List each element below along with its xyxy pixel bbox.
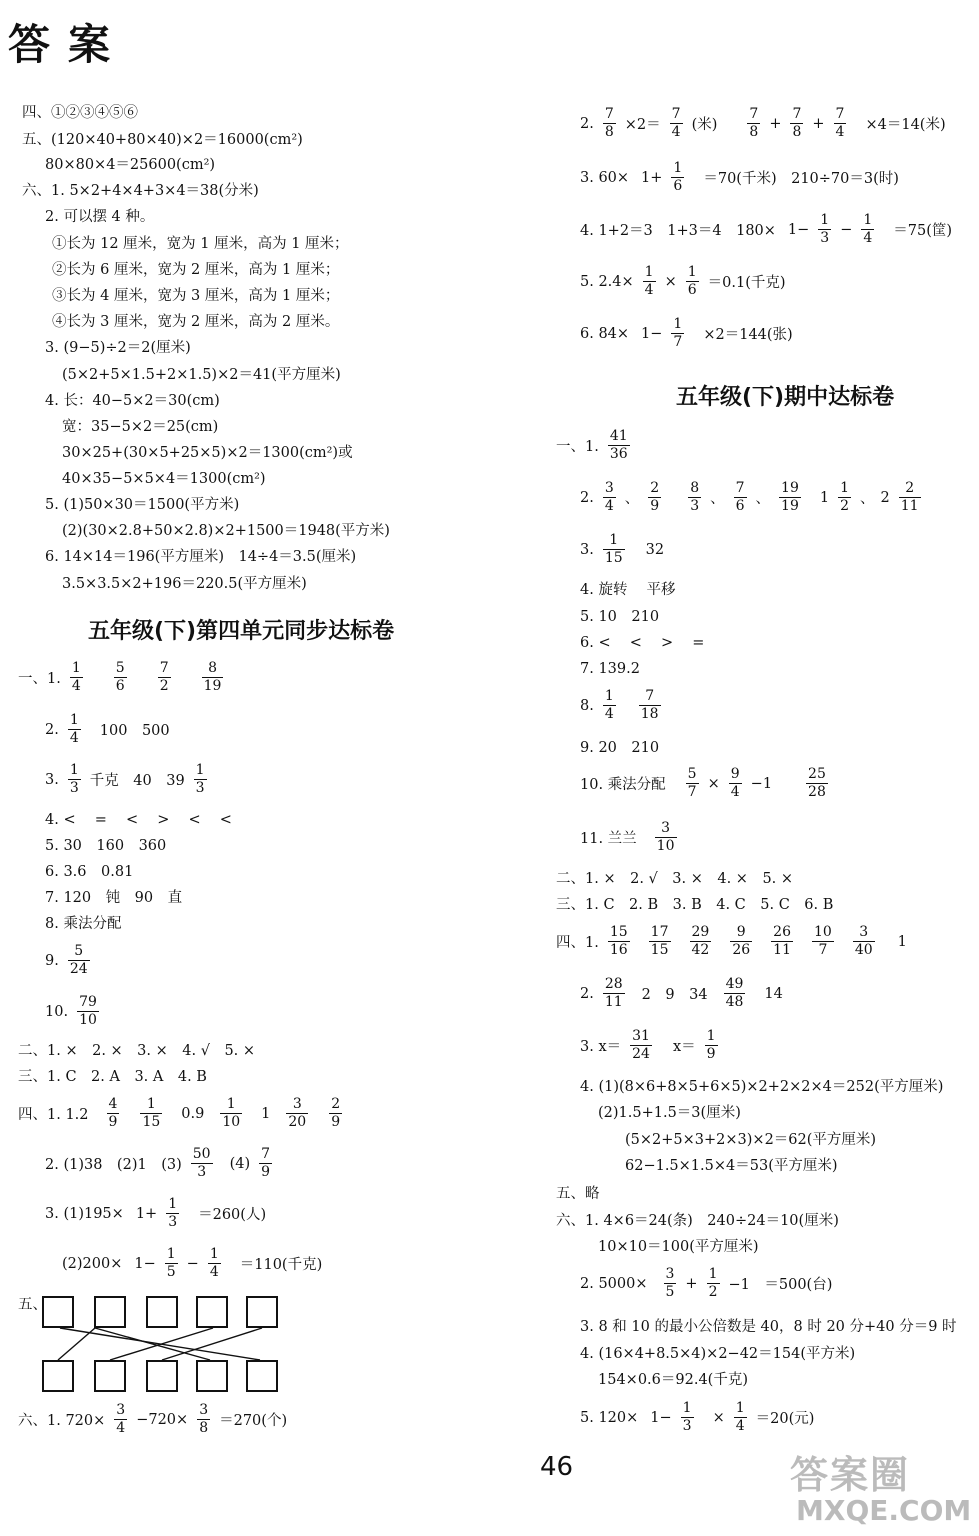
label: (4) — [229, 1155, 251, 1172]
fraction: $\frac{79}{10}$ — [79, 994, 97, 1028]
value: −1 — [750, 775, 773, 792]
right-s3: 三、1. C 2. B 3. B 4. C 5. C 6. B — [556, 897, 834, 913]
right-s1-10: 10. 乘法分配 $\frac{5}{7}$ × $\frac{9}{4}$ −1 $\frac{25}{28}$ — [580, 766, 826, 800]
right-s4-3 — [580, 1028, 721, 1063]
left-line: (2)(30×2.8+50×2.8)×2+1500＝1948(平方米) — [62, 523, 390, 539]
result: ×2＝144(张) — [703, 327, 793, 343]
left-q1-4: 4. < = < > < < — [45, 812, 232, 828]
right-s1-11 — [580, 820, 680, 855]
label: 2. — [580, 985, 594, 1002]
result: ×4＝14(米) — [865, 117, 946, 133]
value: 1 — [261, 1105, 271, 1122]
right-q5: 5. 2.4× $\frac{1}{4}$ × $\frac{1}{6}$ ＝0.1(千克) — [580, 264, 786, 298]
fraction: $\frac{3}{20}$ — [288, 1096, 307, 1130]
right-s4-4: (2)1.5+1.5＝3(厘米) — [598, 1105, 741, 1121]
right-q6 — [580, 316, 793, 351]
fraction: $\frac{7}{8}$ — [749, 106, 759, 140]
fraction: $\frac{3}{5}$ — [665, 1266, 675, 1300]
left-line: 五、(120×40+80×40)×2＝16000(cm²) — [22, 132, 303, 148]
left-line: ②长为 6 厘米，宽为 2 厘米，高为 1 厘米； — [52, 262, 340, 278]
value: 1+ — [641, 169, 663, 186]
right-s1-9: 9. 20 210 — [580, 740, 660, 756]
fraction: $\frac{2}{9}$ — [331, 1096, 341, 1130]
fraction: $\frac{7}{4}$ — [671, 106, 681, 140]
value: × — [712, 1409, 725, 1426]
label: 3. x＝ — [580, 1039, 622, 1055]
fraction: $\frac{3}{8}$ — [199, 1402, 209, 1436]
fraction: $\frac{2}{9}$ — [650, 480, 660, 514]
fraction: $\frac{1}{6}$ — [673, 160, 683, 194]
right-s4-1 — [556, 924, 907, 959]
label: 六、1. 720× — [18, 1413, 106, 1429]
section-title-midterm: 五年级(下)期中达标卷 — [676, 385, 895, 410]
label: x＝ — [672, 1039, 696, 1055]
watermark-logo: 答案圈 — [790, 1453, 911, 1497]
right-s1-4: 4. 旋转 平移 — [580, 582, 676, 598]
value: + — [685, 1275, 698, 1292]
fraction: $\frac{5}{7}$ — [687, 766, 697, 800]
fraction: $\frac{5}{24}$ — [69, 943, 88, 977]
fraction: $\frac{4}{9}$ — [108, 1096, 118, 1130]
label: 一、1. — [18, 671, 61, 687]
left-line: 3.5×3.5×2+196＝220.5(平方厘米) — [62, 576, 307, 592]
left-line: 2. 可以摆 4 种。 — [45, 209, 155, 225]
label: 5. 120× — [580, 1409, 639, 1426]
left-line: 六、1. 5×2+4×4+3×4＝38(分米) — [22, 183, 259, 199]
left-s2: 二、1. × 2. × 3. × 4. √ 5. × — [18, 1043, 256, 1059]
label: 一、1. — [556, 439, 599, 455]
left-s5-label: 五、 — [18, 1297, 47, 1313]
fraction: $\frac{28}{11}$ — [604, 976, 623, 1010]
fraction: $\frac{41}{36}$ — [609, 428, 628, 462]
label: 四、1. 1.2 — [18, 1107, 89, 1123]
fraction: $\frac{1}{2}$ — [708, 1266, 718, 1300]
result: ＝260(人) — [198, 1207, 267, 1223]
fraction: $\frac{1}{15}$ — [604, 532, 623, 566]
fraction: $\frac{3}{4}$ — [116, 1402, 126, 1436]
right-s4-4: (5×2+5×3+2×3)×2＝62(平方厘米) — [625, 1132, 877, 1148]
right-q4: 4. 1+2＝3 1+3＝4 180× 1− $\frac{1}{3}$ − $\frac{1}{4}$ ＝75(筐) — [580, 212, 953, 246]
label: 10. — [45, 1003, 69, 1020]
right-q3 — [580, 160, 899, 195]
right-s4-4: 62−1.5×1.5×4＝53(平方厘米) — [625, 1158, 838, 1174]
fraction: $\frac{50}{3}$ — [192, 1146, 211, 1180]
fraction: $\frac{7}{6}$ — [735, 480, 745, 514]
left-line: 6. 14×14＝196(平方厘米) 14÷4＝3.5(厘米) — [45, 549, 357, 565]
fraction: $\frac{7}{2}$ — [159, 660, 169, 694]
fraction: $\frac{1}{4}$ — [863, 212, 873, 246]
fraction: $\frac{31}{24}$ — [632, 1028, 650, 1062]
fraction: $\frac{1}{4}$ — [644, 264, 654, 298]
fraction: $\frac{3}{40}$ — [854, 924, 873, 958]
fraction: $\frac{9}{26}$ — [732, 924, 751, 958]
fraction: $\frac{25}{28}$ — [808, 766, 826, 800]
right-s1-1 — [556, 428, 633, 463]
label: 2. — [45, 721, 59, 738]
fraction: $\frac{19}{19}$ — [781, 480, 799, 514]
fraction: $\frac{2}{11}$ — [900, 480, 919, 514]
fraction: $\frac{1}{15}$ — [142, 1096, 161, 1130]
fraction: $\frac{8}{3}$ — [690, 480, 700, 514]
left-line: 四、①②③④⑤⑥ — [22, 105, 138, 121]
right-s1-6: 6. < < > = — [580, 635, 705, 651]
left-q1-6: 6. 3.6 0.81 — [45, 864, 134, 880]
value: ×2＝ — [624, 117, 661, 133]
fraction: $\frac{1}{4}$ — [69, 712, 79, 746]
left-line: 40×35−5×5×4＝1300(cm²) — [62, 471, 266, 487]
result: ＝110(千克) — [239, 1257, 323, 1273]
result: ＝70(千米) 210÷70＝3(时) — [703, 171, 899, 187]
label: 2. — [580, 489, 594, 506]
right-s4-4: 4. (1)(8×6+8×5+6×5)×2+2×2×4＝252(平方厘米) — [580, 1079, 944, 1095]
left-line: 3. (9−5)÷2＝2(厘米) — [45, 340, 191, 356]
fraction: $\frac{1}{3}$ — [820, 212, 830, 246]
right-s1-3 — [580, 532, 664, 567]
right-q2: 2. $\frac{7}{8}$ ×2＝ $\frac{7}{4}$ (米) $\frac{7}{8}$ + $\frac{7}{8}$ + $\frac{7}{4}$ ×4＝14(米) — [580, 106, 946, 140]
label: 6. 84× — [580, 325, 630, 342]
fraction: $\frac{1}{4}$ — [604, 688, 614, 722]
label: 2. (1)38 (2)1 (3) — [45, 1157, 182, 1173]
label: 2. 5000× — [580, 1275, 648, 1292]
fraction: $\frac{7}{4}$ — [835, 106, 845, 140]
fraction: $\frac{26}{11}$ — [773, 924, 791, 958]
value: 32 — [645, 541, 665, 558]
left-s3: 三、1. C 2. A 3. A 4. B — [18, 1069, 207, 1085]
fraction: $\frac{7}{18}$ — [640, 688, 659, 722]
fraction: $\frac{7}{8}$ — [792, 106, 802, 140]
label: 9. — [45, 952, 59, 969]
left-q1-8: 8. 乘法分配 — [45, 916, 122, 932]
right-s6-4a: 4. (16×4+8.5×4)×2−42＝154(平方米) — [580, 1346, 856, 1362]
fraction: $\frac{1}{2}$ — [840, 480, 850, 514]
label: 10. 乘法分配 — [580, 777, 666, 793]
label: 3. — [45, 771, 59, 788]
fraction: $\frac{1}{10}$ — [222, 1096, 241, 1130]
label: 2. — [580, 115, 594, 132]
fraction: $\frac{1}{4}$ — [209, 1246, 219, 1280]
fraction: $\frac{1}{4}$ — [71, 660, 81, 694]
page-title: 答案 — [8, 20, 129, 69]
left-s6 — [18, 1402, 287, 1437]
value: 1− — [641, 325, 663, 342]
fraction: $\frac{7}{8}$ — [604, 106, 614, 140]
left-line: 4. 长：40−5×2＝30(cm) — [45, 393, 220, 409]
left-s4-3b: (2)200× 1− $\frac{1}{5}$ − $\frac{1}{4}$ ＝110(千克) — [62, 1246, 323, 1280]
fraction: $\frac{1}{6}$ — [687, 264, 697, 298]
fraction: $\frac{49}{48}$ — [725, 976, 744, 1010]
answers: 100 500 — [99, 723, 170, 739]
value: 0.9 — [181, 1105, 205, 1122]
right-s6-1a: 六、1. 4×6＝24(条) 240÷24＝10(厘米) — [556, 1213, 839, 1229]
right-s6-3: 3. 8 和 10 的最小公倍数是 40，8 时 20 分+40 分＝9 时 — [580, 1319, 957, 1335]
result: ＝75(筐) — [893, 223, 953, 239]
fraction: $\frac{5}{6}$ — [115, 660, 125, 694]
value: 2 9 34 — [641, 987, 708, 1003]
label: (2)200× — [62, 1255, 123, 1272]
fraction: $\frac{29}{42}$ — [691, 924, 710, 958]
left-line: 宽：35−5×2＝25(cm) — [62, 419, 219, 435]
fraction: $\frac{9}{4}$ — [730, 766, 740, 800]
left-line: ③长为 4 厘米，宽为 3 厘米，高为 1 厘米； — [52, 288, 340, 304]
fraction: $\frac{3}{10}$ — [656, 820, 675, 854]
fraction: $\frac{1}{9}$ — [706, 1028, 716, 1062]
fraction: $\frac{1}{7}$ — [673, 316, 683, 350]
left-line: ④长为 3 厘米，宽为 2 厘米，高为 2 厘米。 — [52, 314, 340, 330]
left-q1-5: 5. 30 160 360 — [45, 838, 167, 854]
label: 4. 1+2＝3 1+3＝4 180× — [580, 223, 776, 239]
value: 14 — [764, 985, 783, 1002]
label: 8. — [580, 697, 594, 714]
value: 2 — [880, 489, 890, 506]
result: ＝20(元) — [755, 1411, 815, 1427]
left-line: ①长为 12 厘米，宽为 1 厘米，高为 1 厘米； — [52, 236, 349, 252]
fraction: $\frac{1}{3}$ — [69, 762, 79, 796]
page-number: 46 — [540, 1452, 574, 1482]
watermark-url: MXQE.COM — [796, 1494, 972, 1527]
right-s6-4b: 154×0.6＝92.4(千克) — [598, 1372, 748, 1388]
fraction: $\frac{17}{15}$ — [650, 924, 669, 958]
left-line: 5. (1)50×30＝1500(平方米) — [45, 497, 240, 513]
answers: 千克 40 39 — [89, 773, 185, 789]
left-line: 80×80×4＝25600(cm²) — [45, 157, 216, 173]
right-s1-8 — [580, 688, 664, 723]
fraction: $\frac{1}{3}$ — [682, 1400, 692, 1434]
right-s6-5 — [580, 1400, 814, 1435]
label: 3. — [580, 541, 594, 558]
right-s4-2 — [580, 976, 783, 1011]
value: 1− — [650, 1409, 672, 1426]
value: 1 — [819, 489, 830, 506]
left-line: (5×2+5×1.5+2×1.5)×2＝41(平方厘米) — [62, 367, 341, 383]
fraction: $\frac{1}{5}$ — [166, 1246, 176, 1280]
fraction: $\frac{8}{19}$ — [203, 660, 222, 694]
result: ＝270(个) — [219, 1413, 288, 1429]
fraction: $\frac{1}{3}$ — [195, 762, 205, 796]
fraction: $\frac{1}{4}$ — [735, 1400, 745, 1434]
label: 3. 60× — [580, 169, 630, 186]
value: 1− — [787, 221, 810, 238]
right-s2: 二、1. × 2. √ 3. × 4. × 5. × — [556, 871, 794, 887]
section-title-unit4: 五年级(下)第四单元同步达标卷 — [88, 619, 395, 644]
result: −1 ＝500(台) — [728, 1277, 833, 1293]
label: 5. 2.4× — [580, 273, 634, 290]
right-s1-5: 5. 10 210 — [580, 609, 660, 625]
right-s1-7: 7. 139.2 — [580, 661, 640, 677]
value: 1 — [897, 933, 907, 950]
fraction: $\frac{10}{7}$ — [813, 924, 832, 958]
fraction: $\frac{1}{3}$ — [168, 1196, 178, 1230]
left-line: 30×25+(30×5+25×5)×2＝1300(cm²)或 — [62, 445, 353, 461]
fraction: $\frac{15}{16}$ — [609, 924, 628, 958]
value: −720× — [136, 1411, 189, 1428]
right-s5: 五、略 — [556, 1186, 600, 1202]
label: 四、1. — [556, 935, 599, 951]
right-s6-1b: 10×10＝100(平方厘米) — [598, 1239, 759, 1255]
left-q1-7: 7. 120 钝 90 直 — [45, 890, 183, 906]
fraction: $\frac{7}{9}$ — [261, 1146, 271, 1180]
result: ＝0.1(千克) — [707, 275, 786, 291]
right-s6-2 — [580, 1266, 832, 1301]
label: 11. 兰兰 — [580, 831, 637, 847]
fraction: $\frac{3}{4}$ — [604, 480, 614, 514]
value: 1+ — [135, 1205, 158, 1222]
label: 3. (1)195× — [45, 1205, 124, 1222]
value: 1− — [134, 1255, 156, 1272]
right-s1-2: 2. $\frac{3}{4}$ 、 $\frac{2}{9}$ $\frac{8}{3}$ 、 $\frac{7}{6}$ 、 $\frac{19}{19}$ 1 $\frac{1}{2}$ 、 2 $\frac{2}{11}$ — [580, 480, 919, 514]
unit: (米) — [691, 117, 718, 133]
